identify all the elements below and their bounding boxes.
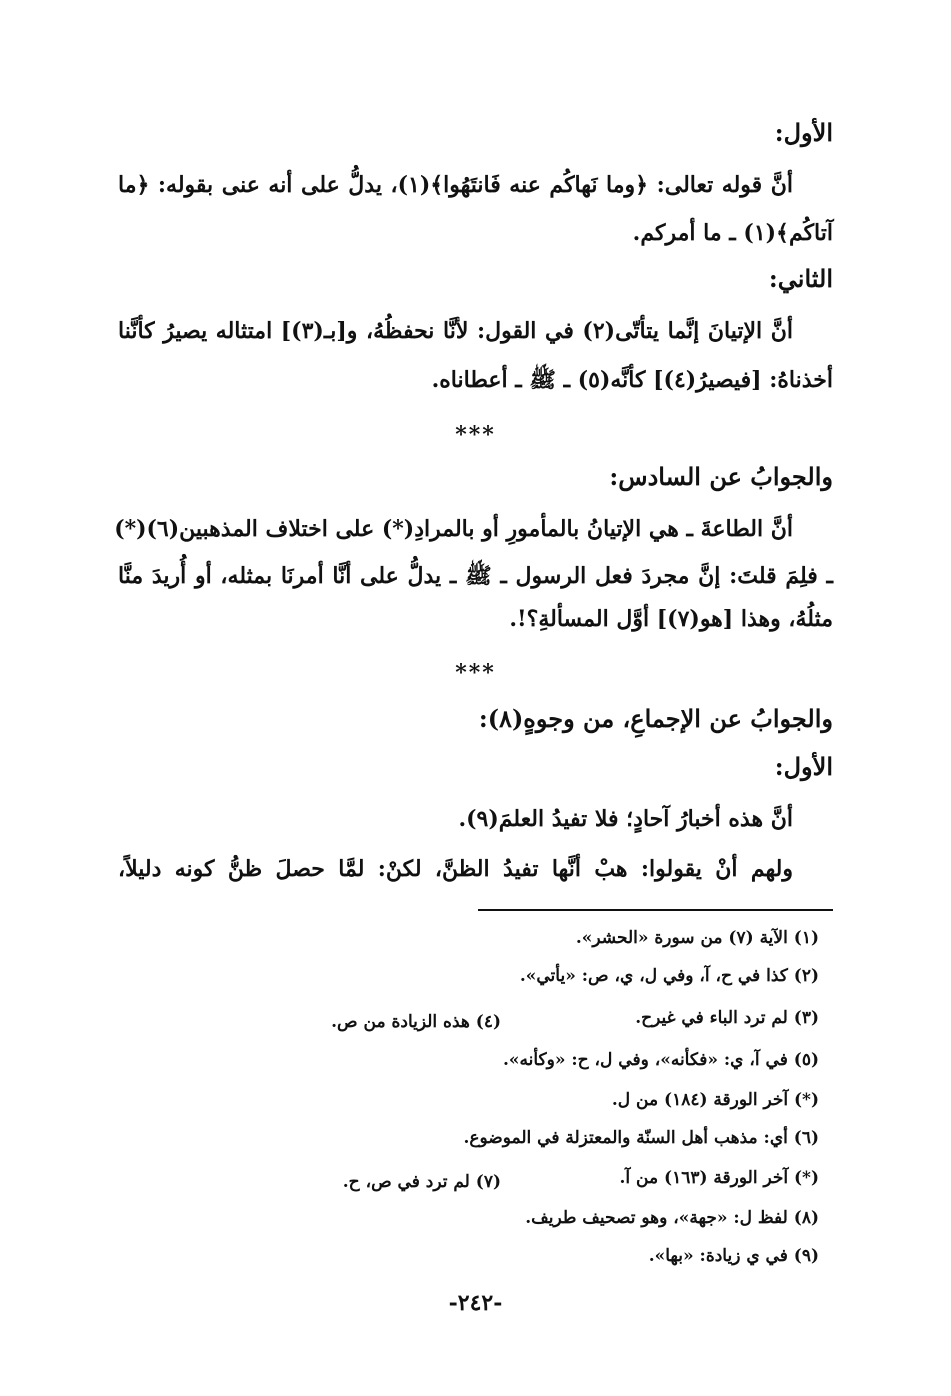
footnote-star-1: (*) آخر الورقة (١٨٤) من ل. bbox=[611, 1090, 819, 1110]
footnote-6: (٦) أي: مذهب أهل السنّة والمعتزلة في الموضوع. bbox=[463, 1128, 819, 1148]
paragraph-3-line-3: مثلُهُ، وهذا [هو(٧)] أوَّل المسألةِ؟!. bbox=[509, 606, 833, 632]
footnote-9: (٩) في ي زيادة: «بها». bbox=[648, 1246, 819, 1266]
footnote-3: (٣) لم ترد الباء في غيرح. bbox=[635, 1008, 819, 1028]
paragraph-4-line-1: أنَّ هذه أخبارُ آحادٍ؛ فلا تفيدُ العلمَ(٩). bbox=[458, 806, 793, 832]
paragraph-5-line-1: ولهم أنْ يقولوا: هبْ أنَّها تفيدُ الظنَّ، لكنْ: لمَّا حصلَ ظنُّ كونه دليلاً، bbox=[118, 856, 793, 882]
section-separator-1: *** bbox=[455, 422, 496, 448]
footnote-4: (٤) هذه الزيادة من ص. bbox=[331, 1012, 501, 1032]
footnote-1: (١) الآية (٧) من سورة «الحشر». bbox=[575, 928, 819, 948]
paragraph-1-line-1: أنَّ قوله تعالى: ﴿وما نَهاكُم عنه فَانتَهُوا﴾(١)، يدلُّ على أنه عنى بقوله: ﴿ما bbox=[118, 172, 793, 198]
footnote-7: (٧) لم ترد في ص، ح. bbox=[342, 1172, 501, 1192]
page-number: -٢٤٢- bbox=[448, 1290, 503, 1316]
heading-first-2: الأول: bbox=[774, 752, 833, 781]
footnote-8: (٨) لفظ ل: «جهة»، وهو تصحيف طريف. bbox=[525, 1208, 819, 1228]
heading-first: الأول: bbox=[774, 118, 833, 147]
paragraph-3-line-2: ـ فلِمَ قلتَ: إنَّ مجردَ فعل الرسول ـ ﷺ ـ يدلُّ على أنَّا أمرنَا بمثله، أو أُريدَ منَّا bbox=[118, 563, 833, 589]
paragraph-3-line-1: أنَّ الطاعةَ ـ هي الإتيانُ بالمأمورِ أو بالمرادِ(*) على اختلاف المذهبين(٦)(*) bbox=[114, 516, 793, 542]
footnote-2: (٢) كذا في ح، آ، وفي ل، ي، ص: «يأتي». bbox=[519, 966, 819, 986]
paragraph-2-line-1: أنَّ الإتيانَ إنَّما يتأتّى(٢) في القول: لأنَّا نحفظُهُ، و[بـ(٣)] امتثاله يصيرُ كأنَّنا bbox=[118, 318, 793, 344]
heading-second: الثاني: bbox=[768, 264, 833, 293]
heading-answer-ijma: والجوابُ عن الإجماعِ، من وجوهٍ(٨): bbox=[478, 704, 833, 733]
section-separator-2: *** bbox=[455, 660, 496, 686]
footnote-5: (٥) في آ، ي: «فكأنه»، وفي ل، ح: «وكأنه». bbox=[502, 1050, 819, 1070]
footnote-star-2: (*) آخر الورقة (١٦٣) من آ. bbox=[619, 1168, 819, 1188]
heading-answer-sixth: والجوابُ عن السادس: bbox=[609, 462, 833, 491]
paragraph-2-line-2: أخذناهُ: [فيصيرُ(٤)] كأنَّه(٥) ـ ﷺ ـ أعطاناه. bbox=[431, 367, 833, 393]
paragraph-1-line-2: آتاكُم﴾(١) ـ ما أمركم. bbox=[632, 220, 833, 246]
footnote-divider bbox=[478, 909, 833, 911]
